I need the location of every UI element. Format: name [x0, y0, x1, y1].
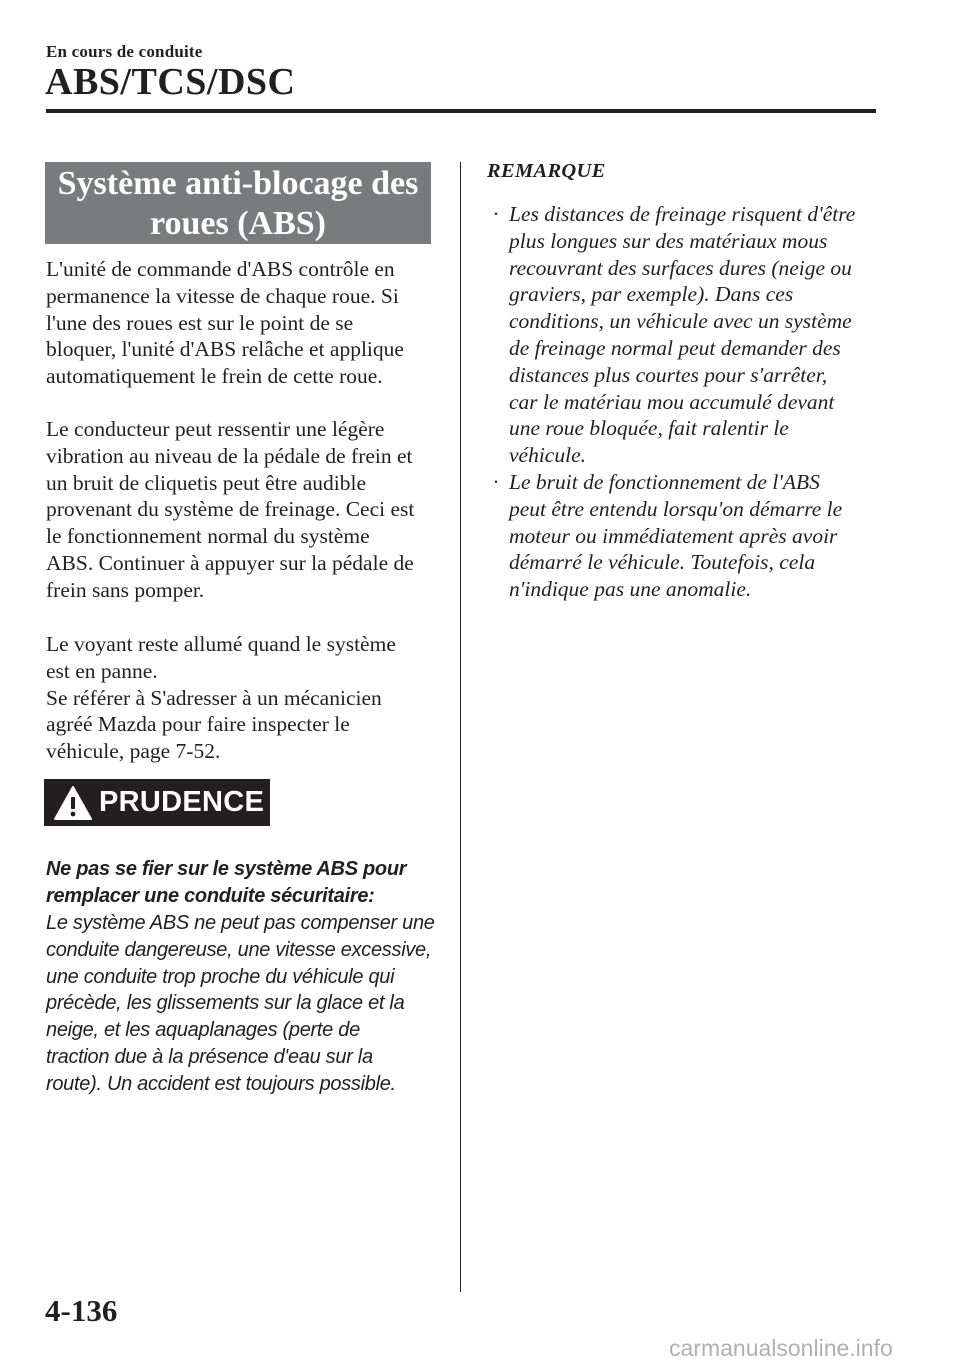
paragraph-vibration: Le conducteur peut ressentir une légère vibration au niveau de la pédale de frein et un bruit de cliquetis peut être audible provenant du système de freinage. Ceci est le fonctionnement normal du système ABS. Continuer à appuyer sur la pédale de frein sans pomper.: [46, 417, 415, 602]
column-divider: [460, 162, 461, 1292]
caution-badge: [44, 779, 270, 826]
remarque-item: [493, 201, 883, 469]
header-divider: [46, 109, 876, 113]
paragraph-warning-light: Le voyant reste allumé quand le système est en panne. Se référer à S'adresser à un mécanicien agréé Mazda pour faire inspecter le véhicule, page 7-52.: [46, 632, 396, 764]
bullet-marker: ·: [493, 202, 499, 226]
bullet-marker: ·: [493, 470, 499, 494]
caution-heading: Ne pas se fier sur le système ABS pour remplacer une conduite sécuritaire:: [46, 858, 407, 907]
caution-body: Le système ABS ne peut pas compenser une conduite dangereuse, une vitesse excessive, une conduite trop proche du véhicule qui précède, les glissements sur la glace et la neige, et les aquaplanages (perte de traction due à la présence d'eau sur la route). Un accident est toujours possible.: [46, 912, 435, 1095]
warning-triangle-icon: [53, 785, 93, 821]
section-title: [45, 162, 431, 244]
remarque-item-text: Le bruit de fonctionnement de l'ABS peut être entendu lorsqu'on démarre le moteur ou immédiatement après avoir démarré le véhicule. Toutefois, cela n'indique pas une anomalie.: [509, 470, 843, 602]
paragraph-abs-control: L'unité de commande d'ABS contrôle en permanence la vitesse de chaque roue. Si l'une des roues est sur le point de se bloquer, l'unité d'ABS relâche et applique automatiquement le frein de cette roue.: [46, 257, 404, 389]
watermark: carmanualsonline.info: [669, 1335, 893, 1361]
remarque-title: REMARQUE: [487, 160, 606, 182]
caution-label: PRUDENCE: [99, 786, 265, 818]
remarque-item: [493, 469, 883, 603]
page-number: 4-136: [45, 1293, 118, 1328]
section-title-text: Système anti-blocage des roues (ABS): [57, 165, 419, 242]
chapter-label: En cours de conduite: [46, 42, 203, 61]
remarque-item-text: Les distances de freinage risquent d'être plus longues sur des matériaux mous recouvrant des surfaces dures (neige ou graviers, par exemple). Dans ces conditions, un véhicule avec un système de freinage normal peut demander des distances plus courtes pour s'arrêter, car le matériau mou accumulé devant une roue bloquée, fait ralentir le véhicule.: [509, 202, 856, 468]
page-heading: ABS/TCS/DSC: [45, 61, 296, 103]
